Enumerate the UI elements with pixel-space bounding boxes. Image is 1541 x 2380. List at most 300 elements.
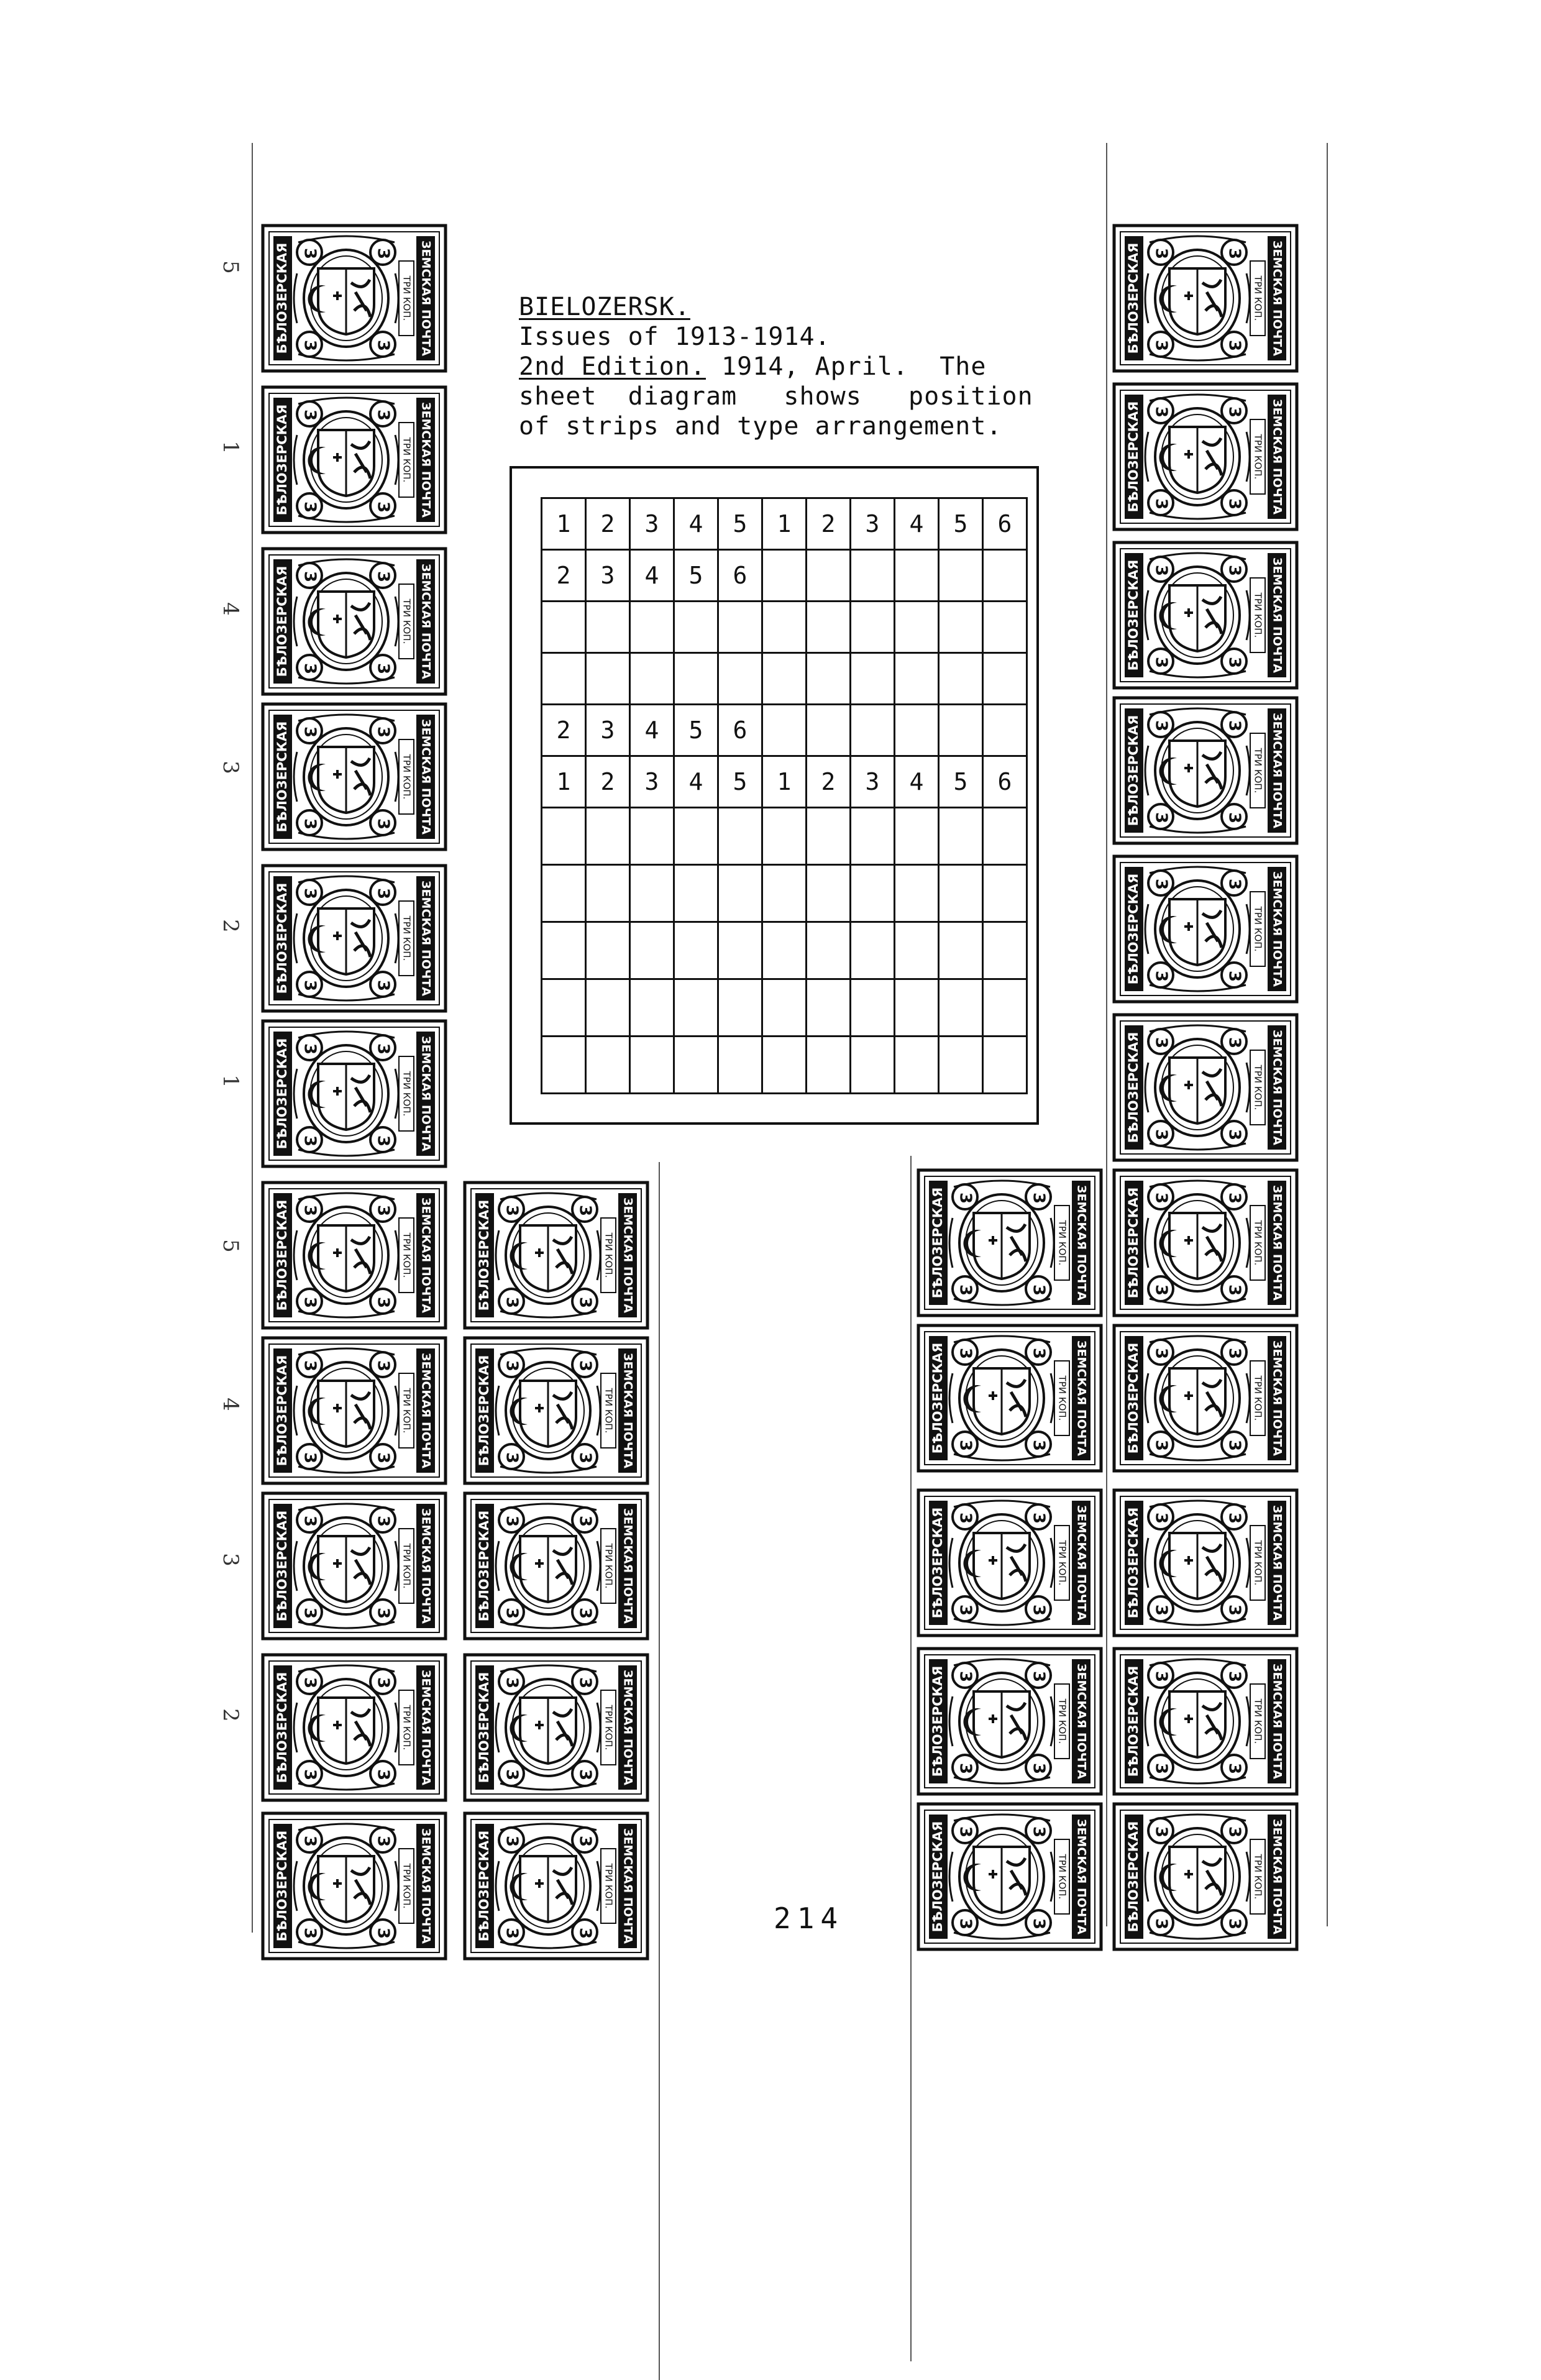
svg-text:БѢЛОЗЕРСКАЯ: БѢЛОЗЕРСКАЯ (1126, 1032, 1141, 1143)
svg-text:ТРИ КОП.: ТРИ КОП. (1056, 1854, 1068, 1900)
diagram-cell (851, 922, 895, 979)
diagram-cell: 1 (542, 498, 586, 550)
svg-text:БѢЛОЗЕРСКАЯ: БѢЛОЗЕРСКАЯ (930, 1507, 945, 1619)
svg-text:3: 3 (502, 1296, 521, 1309)
svg-text:ЗЕМСКАЯ ПОЧТА: ЗЕМСКАЯ ПОЧТА (1270, 1340, 1284, 1456)
svg-text:ТРИ КОП.: ТРИ КОП. (1252, 748, 1264, 794)
diagram-cell (542, 865, 586, 922)
svg-text:ТРИ КОП.: ТРИ КОП. (603, 1232, 615, 1278)
stamp (261, 1653, 447, 1802)
svg-text:БѢЛОЗЕРСКАЯ: БѢЛОЗЕРСКАЯ (1126, 1187, 1141, 1299)
margin-mark: 2 (217, 1708, 243, 1722)
diagram-cell (586, 1037, 630, 1094)
diagram-cell: 6 (718, 550, 762, 602)
svg-text:3: 3 (300, 339, 319, 352)
diagram-cell (807, 705, 851, 756)
svg-text:3: 3 (373, 1769, 393, 1781)
svg-text:ЗЕМСКАЯ ПОЧТА: ЗЕМСКАЯ ПОЧТА (621, 1197, 635, 1313)
svg-text:БѢЛОЗЕРСКАЯ: БѢЛОЗЕРСКАЯ (275, 882, 290, 994)
svg-text:3: 3 (502, 1927, 521, 1939)
svg-text:3: 3 (1225, 812, 1244, 824)
svg-text:БѢЛОЗЕРСКАЯ: БѢЛОЗЕРСКАЯ (275, 1672, 290, 1783)
diagram-cell: 6 (983, 498, 1027, 550)
diagram-cell (630, 922, 674, 979)
diagram-cell (983, 865, 1027, 922)
svg-text:3: 3 (575, 1769, 595, 1781)
svg-text:3: 3 (575, 1204, 595, 1217)
stamp (1112, 1168, 1299, 1317)
diagram-cell: 4 (674, 756, 718, 808)
svg-text:3: 3 (1225, 1826, 1244, 1838)
stamp (463, 1181, 649, 1330)
svg-text:ЗЕМСКАЯ ПОЧТА: ЗЕМСКАЯ ПОЧТА (419, 719, 433, 835)
diagram-cell (542, 1037, 586, 1094)
diagram-cell (895, 550, 939, 602)
stamp (463, 1811, 649, 1961)
edition-line (519, 352, 986, 382)
svg-text:3: 3 (502, 1835, 521, 1847)
svg-text:ТРИ КОП.: ТРИ КОП. (401, 1543, 413, 1589)
page-title: BIELOZERSK. (519, 293, 690, 321)
diagram-cell (807, 550, 851, 602)
svg-text:3: 3 (1225, 1439, 1244, 1452)
svg-text:БѢЛОЗЕРСКАЯ: БѢЛОЗЕРСКАЯ (930, 1821, 945, 1933)
diagram-cell (542, 602, 586, 653)
margin-mark: 4 (217, 602, 243, 616)
strip-edge-line (659, 1162, 660, 2380)
diagram-cell (983, 922, 1027, 979)
diagram-cell (674, 602, 718, 653)
svg-text:3: 3 (373, 1135, 393, 1147)
diagram-cell (895, 602, 939, 653)
svg-text:3: 3 (300, 726, 319, 738)
svg-text:3: 3 (300, 1927, 319, 1939)
svg-text:3: 3 (502, 1677, 521, 1689)
diagram-cell (895, 653, 939, 705)
svg-text:3: 3 (575, 1927, 595, 1939)
svg-text:3: 3 (373, 339, 393, 352)
svg-text:3: 3 (373, 1835, 393, 1847)
diagram-cell: 3 (630, 498, 674, 550)
svg-text:3: 3 (1225, 1192, 1244, 1204)
diagram-row (542, 498, 1027, 550)
svg-text:ЗЕМСКАЯ ПОЧТА: ЗЕМСКАЯ ПОЧТА (1074, 1664, 1089, 1779)
margin-mark: 5 (217, 260, 243, 274)
svg-text:ТРИ КОП.: ТРИ КОП. (1252, 1064, 1264, 1110)
svg-text:ТРИ КОП.: ТРИ КОП. (1252, 592, 1264, 638)
svg-text:БѢЛОЗЕРСКАЯ: БѢЛОЗЕРСКАЯ (1126, 559, 1141, 671)
svg-text:3: 3 (1151, 1284, 1171, 1296)
diagram-cell: 2 (542, 705, 586, 756)
diagram-cell (586, 865, 630, 922)
strip-edge-line (1327, 143, 1328, 1926)
diagram-cell (542, 808, 586, 865)
svg-text:3: 3 (300, 1360, 319, 1372)
svg-text:3: 3 (956, 1918, 975, 1930)
svg-text:ТРИ КОП.: ТРИ КОП. (401, 915, 413, 961)
svg-text:3: 3 (1225, 406, 1244, 418)
svg-text:3: 3 (1225, 1347, 1244, 1360)
svg-text:3: 3 (300, 570, 319, 583)
diagram-cell (983, 550, 1027, 602)
svg-text:3: 3 (1029, 1604, 1048, 1616)
svg-text:БѢЛОЗЕРСКАЯ: БѢЛОЗЕРСКАЯ (275, 242, 290, 354)
stamp (917, 1488, 1103, 1637)
svg-text:ТРИ КОП.: ТРИ КОП. (401, 437, 413, 483)
stamp (1112, 854, 1299, 1004)
svg-text:3: 3 (575, 1452, 595, 1464)
diagram-cell (586, 602, 630, 653)
svg-text:3: 3 (1029, 1439, 1048, 1452)
svg-text:3: 3 (956, 1512, 975, 1524)
margin-mark: 1 (217, 1074, 243, 1088)
svg-text:ТРИ КОП.: ТРИ КОП. (603, 1543, 615, 1589)
diagram-cell (983, 808, 1027, 865)
diagram-row (542, 550, 1027, 602)
diagram-cell: 4 (895, 498, 939, 550)
svg-text:БѢЛОЗЕРСКАЯ: БѢЛОЗЕРСКАЯ (275, 404, 290, 516)
stamp (463, 1653, 649, 1802)
stamp (1112, 1647, 1299, 1796)
svg-text:3: 3 (1029, 1284, 1048, 1296)
stamp (261, 1491, 447, 1641)
diagram-cell (762, 979, 807, 1037)
diagram-cell (718, 653, 762, 705)
svg-text:ТРИ КОП.: ТРИ КОП. (401, 1388, 413, 1434)
svg-text:ЗЕМСКАЯ ПОЧТА: ЗЕМСКАЯ ПОЧТА (1074, 1819, 1089, 1934)
diagram-cell (983, 653, 1027, 705)
stamp (261, 1181, 447, 1330)
svg-text:ТРИ КОП.: ТРИ КОП. (401, 754, 413, 800)
svg-text:3: 3 (373, 662, 393, 675)
stamp (261, 702, 447, 851)
svg-text:3: 3 (575, 1515, 595, 1527)
diagram-cell (895, 808, 939, 865)
diagram-cell (807, 1037, 851, 1094)
svg-text:3: 3 (956, 1439, 975, 1452)
svg-text:3: 3 (300, 887, 319, 900)
svg-text:ЗЕМСКАЯ ПОЧТА: ЗЕМСКАЯ ПОЧТА (419, 402, 433, 518)
svg-text:БѢЛОЗЕРСКАЯ: БѢЛОЗЕРСКАЯ (275, 1830, 290, 1942)
svg-text:3: 3 (1029, 1826, 1048, 1838)
svg-text:3: 3 (300, 1452, 319, 1464)
svg-text:ТРИ КОП.: ТРИ КОП. (603, 1705, 615, 1751)
svg-text:3: 3 (956, 1347, 975, 1360)
svg-text:3: 3 (1151, 564, 1171, 577)
sheet-diagram-grid (541, 497, 1028, 1094)
svg-text:3: 3 (956, 1604, 975, 1616)
diagram-cell (851, 808, 895, 865)
svg-text:3: 3 (1151, 720, 1171, 732)
page-number: 214 (774, 1902, 844, 1935)
svg-text:ТРИ КОП.: ТРИ КОП. (1056, 1698, 1068, 1744)
svg-text:3: 3 (373, 726, 393, 738)
svg-text:3: 3 (373, 1360, 393, 1372)
edition-date: 1914, April. The (705, 352, 987, 381)
diagram-cell (718, 808, 762, 865)
svg-text:ТРИ КОП.: ТРИ КОП. (603, 1388, 615, 1434)
diagram-cell (807, 653, 851, 705)
diagram-cell: 3 (851, 756, 895, 808)
svg-text:БѢЛОЗЕРСКАЯ: БѢЛОЗЕРСКАЯ (275, 721, 290, 833)
diagram-cell: 4 (895, 756, 939, 808)
svg-text:ТРИ КОП.: ТРИ КОП. (1252, 906, 1264, 952)
svg-text:ЗЕМСКАЯ ПОЧТА: ЗЕМСКАЯ ПОЧТА (1270, 871, 1284, 987)
svg-text:3: 3 (1225, 1918, 1244, 1930)
svg-text:БѢЛОЗЕРСКАЯ: БѢЛОЗЕРСКАЯ (477, 1672, 492, 1783)
diagram-row (542, 979, 1027, 1037)
description-line-1: sheet diagram shows position (519, 382, 1033, 411)
svg-text:ТРИ КОП.: ТРИ КОП. (1056, 1375, 1068, 1421)
diagram-cell (630, 602, 674, 653)
svg-text:3: 3 (1225, 1670, 1244, 1683)
diagram-cell (542, 653, 586, 705)
svg-text:3: 3 (373, 887, 393, 900)
diagram-row (542, 756, 1027, 808)
stamp (917, 1324, 1103, 1473)
svg-text:3: 3 (1151, 406, 1171, 418)
diagram-cell (630, 1037, 674, 1094)
diagram-cell (674, 653, 718, 705)
stamp (261, 864, 447, 1013)
svg-text:ТРИ КОП.: ТРИ КОП. (401, 1071, 413, 1117)
svg-text:3: 3 (1225, 247, 1244, 260)
svg-text:3: 3 (1029, 1192, 1048, 1204)
svg-text:3: 3 (1151, 970, 1171, 982)
diagram-cell (762, 602, 807, 653)
svg-text:БѢЛОЗЕРСКАЯ: БѢЛОЗЕРСКАЯ (1126, 1821, 1141, 1933)
svg-text:ТРИ КОП.: ТРИ КОП. (401, 275, 413, 321)
svg-text:3: 3 (373, 979, 393, 992)
diagram-cell (674, 1037, 718, 1094)
svg-text:3: 3 (1151, 1512, 1171, 1524)
svg-text:3: 3 (956, 1192, 975, 1204)
svg-text:ЗЕМСКАЯ ПОЧТА: ЗЕМСКАЯ ПОЧТА (621, 1670, 635, 1785)
stamp (917, 1168, 1103, 1317)
diagram-cell (586, 979, 630, 1037)
svg-text:ЗЕМСКАЯ ПОЧТА: ЗЕМСКАЯ ПОЧТА (1074, 1340, 1089, 1456)
svg-text:ЗЕМСКАЯ ПОЧТА: ЗЕМСКАЯ ПОЧТА (1270, 557, 1284, 673)
diagram-cell (586, 922, 630, 979)
diagram-cell (851, 1037, 895, 1094)
svg-text:ЗЕМСКАЯ ПОЧТА: ЗЕМСКАЯ ПОЧТА (419, 1828, 433, 1944)
svg-text:3: 3 (1151, 1128, 1171, 1141)
diagram-cell (718, 602, 762, 653)
diagram-cell (939, 602, 983, 653)
diagram-cell: 3 (586, 705, 630, 756)
svg-text:3: 3 (575, 1677, 595, 1689)
stamp (261, 547, 447, 696)
diagram-cell (718, 979, 762, 1037)
diagram-cell (807, 808, 851, 865)
svg-text:ЗЕМСКАЯ ПОЧТА: ЗЕМСКАЯ ПОЧТА (1270, 1185, 1284, 1301)
svg-text:БѢЛОЗЕРСКАЯ: БѢЛОЗЕРСКАЯ (477, 1199, 492, 1311)
svg-text:БѢЛОЗЕРСКАЯ: БѢЛОЗЕРСКАЯ (1126, 1342, 1141, 1454)
svg-text:БѢЛОЗЕРСКАЯ: БѢЛОЗЕРСКАЯ (1126, 873, 1141, 985)
diagram-cell: 2 (807, 498, 851, 550)
svg-text:3: 3 (1151, 1604, 1171, 1616)
diagram-row (542, 922, 1027, 979)
diagram-cell (762, 1037, 807, 1094)
diagram-cell: 2 (586, 756, 630, 808)
svg-text:ТРИ КОП.: ТРИ КОП. (401, 598, 413, 644)
stamp (1112, 382, 1299, 531)
svg-text:3: 3 (300, 1607, 319, 1619)
svg-text:3: 3 (1151, 1439, 1171, 1452)
svg-text:ЗЕМСКАЯ ПОЧТА: ЗЕМСКАЯ ПОЧТА (621, 1353, 635, 1468)
diagram-cell (630, 979, 674, 1037)
svg-text:3: 3 (373, 1204, 393, 1217)
diagram-cell: 3 (586, 550, 630, 602)
svg-text:ЗЕМСКАЯ ПОЧТА: ЗЕМСКАЯ ПОЧТА (1270, 399, 1284, 515)
svg-text:ТРИ КОП.: ТРИ КОП. (1056, 1220, 1068, 1266)
diagram-cell (939, 705, 983, 756)
svg-text:ЗЕМСКАЯ ПОЧТА: ЗЕМСКАЯ ПОЧТА (419, 1353, 433, 1468)
diagram-cell (674, 865, 718, 922)
stamp (1112, 1324, 1299, 1473)
svg-text:ЗЕМСКАЯ ПОЧТА: ЗЕМСКАЯ ПОЧТА (1270, 240, 1284, 356)
diagram-cell: 1 (762, 498, 807, 550)
svg-text:БѢЛОЗЕРСКАЯ: БѢЛОЗЕРСКАЯ (1126, 1507, 1141, 1619)
svg-text:3: 3 (1151, 247, 1171, 260)
svg-text:3: 3 (373, 1043, 393, 1055)
svg-text:ЗЕМСКАЯ ПОЧТА: ЗЕМСКАЯ ПОЧТА (621, 1508, 635, 1624)
svg-text:3: 3 (1029, 1512, 1048, 1524)
svg-text:БѢЛОЗЕРСКАЯ: БѢЛОЗЕРСКАЯ (275, 565, 290, 677)
svg-text:3: 3 (300, 409, 319, 421)
svg-text:3: 3 (1151, 1192, 1171, 1204)
diagram-cell: 4 (630, 550, 674, 602)
svg-text:3: 3 (300, 1204, 319, 1217)
svg-text:3: 3 (1029, 1347, 1048, 1360)
svg-text:3: 3 (575, 1296, 595, 1309)
svg-text:3: 3 (575, 1835, 595, 1847)
svg-text:3: 3 (1225, 339, 1244, 352)
svg-text:3: 3 (373, 1452, 393, 1464)
diagram-row (542, 705, 1027, 756)
svg-text:3: 3 (1225, 564, 1244, 577)
svg-text:БѢЛОЗЕРСКАЯ: БѢЛОЗЕРСКАЯ (1126, 401, 1141, 513)
diagram-cell (895, 705, 939, 756)
stamp (1112, 541, 1299, 690)
svg-text:3: 3 (956, 1670, 975, 1683)
svg-text:3: 3 (1225, 656, 1244, 669)
svg-text:ЗЕМСКАЯ ПОЧТА: ЗЕМСКАЯ ПОЧТА (1074, 1505, 1089, 1621)
svg-text:БѢЛОЗЕРСКАЯ: БѢЛОЗЕРСКАЯ (275, 1355, 290, 1467)
svg-text:3: 3 (1225, 1284, 1244, 1296)
diagram-cell: 1 (542, 756, 586, 808)
edition-label: 2nd Edition. (519, 352, 706, 381)
svg-text:3: 3 (373, 1677, 393, 1689)
svg-text:3: 3 (300, 1677, 319, 1689)
svg-text:3: 3 (373, 570, 393, 583)
svg-text:ЗЕМСКАЯ ПОЧТА: ЗЕМСКАЯ ПОЧТА (621, 1828, 635, 1944)
diagram-cell: 5 (718, 756, 762, 808)
description-line-2: of strips and type arrangement. (519, 412, 1002, 441)
svg-text:3: 3 (1029, 1670, 1048, 1683)
svg-text:3: 3 (300, 1296, 319, 1309)
svg-text:3: 3 (1151, 1826, 1171, 1838)
diagram-cell: 2 (542, 550, 586, 602)
diagram-cell (718, 1037, 762, 1094)
svg-text:3: 3 (1151, 1670, 1171, 1683)
svg-text:3: 3 (373, 1927, 393, 1939)
diagram-cell (983, 1037, 1027, 1094)
diagram-cell (807, 865, 851, 922)
svg-text:3: 3 (1225, 1037, 1244, 1049)
diagram-cell (895, 865, 939, 922)
svg-text:ЗЕМСКАЯ ПОЧТА: ЗЕМСКАЯ ПОЧТА (419, 240, 433, 356)
svg-text:3: 3 (956, 1284, 975, 1296)
svg-text:ЗЕМСКАЯ ПОЧТА: ЗЕМСКАЯ ПОЧТА (419, 1197, 433, 1313)
svg-text:3: 3 (1151, 339, 1171, 352)
svg-text:3: 3 (502, 1204, 521, 1217)
diagram-cell (983, 705, 1027, 756)
svg-text:ТРИ КОП.: ТРИ КОП. (401, 1863, 413, 1909)
svg-text:3: 3 (502, 1515, 521, 1527)
svg-text:3: 3 (373, 501, 393, 513)
svg-text:3: 3 (300, 1835, 319, 1847)
diagram-cell (762, 550, 807, 602)
svg-text:ЗЕМСКАЯ ПОЧТА: ЗЕМСКАЯ ПОЧТА (1270, 1819, 1284, 1934)
svg-text:3: 3 (1151, 656, 1171, 669)
svg-text:3: 3 (300, 247, 319, 260)
svg-text:3: 3 (1225, 1128, 1244, 1141)
diagram-cell (762, 705, 807, 756)
diagram-cell (807, 922, 851, 979)
svg-text:3: 3 (373, 247, 393, 260)
diagram-cell (851, 979, 895, 1037)
diagram-cell (542, 979, 586, 1037)
diagram-cell (983, 602, 1027, 653)
diagram-cell (542, 922, 586, 979)
diagram-cell: 5 (674, 550, 718, 602)
diagram-cell (895, 1037, 939, 1094)
diagram-cell (762, 922, 807, 979)
diagram-cell: 3 (851, 498, 895, 550)
svg-text:3: 3 (1151, 1037, 1171, 1049)
svg-text:ЗЕМСКАЯ ПОЧТА: ЗЕМСКАЯ ПОЧТА (419, 881, 433, 996)
stamp (463, 1336, 649, 1485)
stamp (1112, 1013, 1299, 1162)
svg-text:3: 3 (1151, 812, 1171, 824)
diagram-row (542, 1037, 1027, 1094)
diagram-cell: 4 (674, 498, 718, 550)
diagram-cell (718, 922, 762, 979)
svg-text:3: 3 (1225, 498, 1244, 510)
margin-mark: 4 (217, 1398, 243, 1411)
diagram-cell (851, 705, 895, 756)
diagram-cell: 1 (762, 756, 807, 808)
svg-text:3: 3 (1151, 1347, 1171, 1360)
diagram-cell (851, 550, 895, 602)
diagram-cell: 6 (718, 705, 762, 756)
diagram-cell: 3 (630, 756, 674, 808)
svg-text:ТРИ КОП.: ТРИ КОП. (1252, 1540, 1264, 1586)
diagram-cell (851, 653, 895, 705)
svg-text:3: 3 (1151, 1918, 1171, 1930)
margin-mark: 2 (217, 919, 243, 933)
diagram-cell (807, 979, 851, 1037)
svg-text:3: 3 (300, 818, 319, 830)
svg-text:3: 3 (373, 1607, 393, 1619)
stamp (261, 1019, 447, 1168)
stamp (261, 1811, 447, 1961)
diagram-cell: 5 (939, 756, 983, 808)
svg-text:ЗЕМСКАЯ ПОЧТА: ЗЕМСКАЯ ПОЧТА (1270, 1030, 1284, 1145)
svg-text:3: 3 (300, 501, 319, 513)
svg-text:ТРИ КОП.: ТРИ КОП. (603, 1863, 615, 1909)
